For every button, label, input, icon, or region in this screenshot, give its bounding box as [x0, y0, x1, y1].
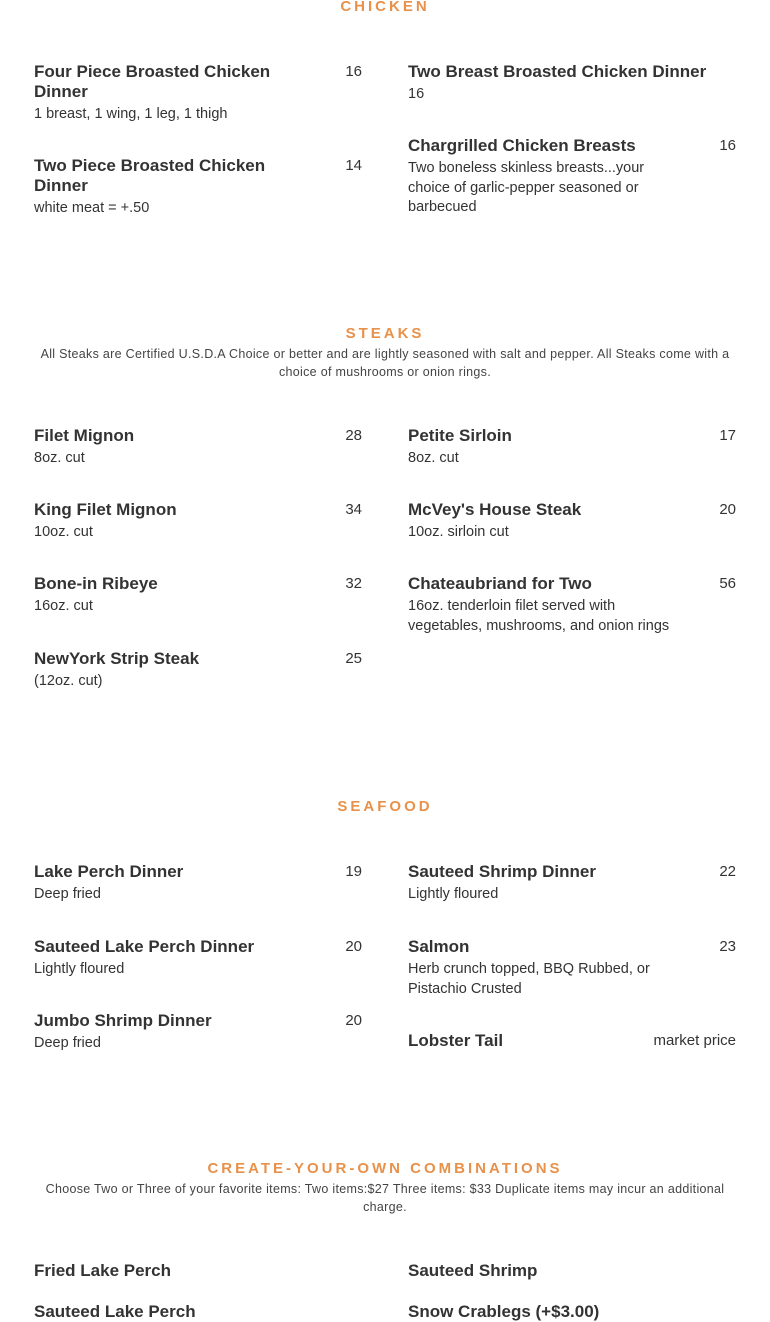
item-price: 16 [345, 63, 362, 80]
menu-item [408, 574, 736, 636]
item-name: Petite Sirloin [408, 426, 512, 445]
item-description: 8oz. cut [34, 450, 85, 466]
item-description: Lightly floured [408, 886, 499, 902]
item-name: Bone-in Ribeye [34, 574, 158, 593]
item-price: 28 [345, 427, 362, 444]
item-description: 16 [408, 86, 425, 102]
item-price: 20 [345, 1012, 362, 1029]
item-description: 16oz. cut [34, 598, 93, 614]
section-description: Choose Two or Three of your favorite items: Two items:$27 Three items: $33 Duplicate items may incur an additional charge. [45, 1182, 725, 1214]
item-description: Herb crunch topped, BBQ Rubbed, or Pistachio Crusted [408, 961, 650, 997]
menu-item [34, 500, 362, 543]
item-description: Deep fried [34, 886, 101, 902]
menu-item [34, 426, 362, 469]
item-name: Chateaubriand for Two [408, 574, 592, 593]
item-price: 56 [719, 575, 736, 592]
section-description: All Steaks are Certified U.S.D.A Choice or better and are lightly seasoned with salt and pepper. All Steaks come with a choice of mushrooms or onion rings. [40, 347, 730, 379]
item-price: 16 [719, 137, 736, 154]
item-name: Lake Perch Dinner [34, 862, 184, 881]
combo-item [34, 1261, 362, 1281]
menu-item [34, 156, 362, 219]
item-description: 10oz. sirloin cut [408, 524, 509, 540]
item-name: Four Piece Broasted Chicken Dinner [34, 62, 271, 101]
section-title: STEAKS [345, 325, 425, 342]
item-name: Sauteed Lake Perch [34, 1302, 196, 1321]
item-name: NewYork Strip Steak [34, 649, 200, 668]
menu-item [34, 937, 362, 980]
item-name: Sauteed Lake Perch Dinner [34, 937, 255, 956]
item-description: 16oz. tenderloin filet served with vegetables, mushrooms, and onion rings [408, 598, 670, 634]
section-title: CREATE-YOUR-OWN COMBINATIONS [207, 1160, 563, 1177]
item-name: Filet Mignon [34, 426, 135, 445]
menu-item [408, 426, 736, 469]
menu-item [34, 574, 362, 617]
combo-item [408, 1261, 736, 1281]
item-name: Fried Lake Perch [34, 1261, 172, 1280]
item-description: white meat = +.50 [34, 200, 150, 216]
item-name: Two Breast Broasted Chicken Dinner [408, 62, 707, 81]
combinations-section [0, 1160, 770, 1216]
item-description: 10oz. cut [34, 524, 93, 540]
item-description: 8oz. cut [408, 450, 459, 466]
item-description: Deep fried [34, 1035, 101, 1051]
item-name: Snow Crablegs (+$3.00) [408, 1302, 600, 1321]
item-name: McVey's House Steak [408, 500, 582, 519]
item-name: Jumbo Shrimp Dinner [34, 1011, 212, 1030]
menu-item [408, 1031, 736, 1054]
chicken-section [0, 0, 770, 16]
item-price: 25 [345, 650, 362, 667]
item-name: King Filet Mignon [34, 500, 177, 519]
combo-item [34, 1302, 362, 1322]
menu-item [34, 649, 362, 692]
item-price: 14 [345, 157, 362, 174]
item-price: market price [653, 1032, 736, 1049]
menu-item [408, 62, 736, 105]
menu-item [34, 1011, 362, 1054]
item-name: Lobster Tail [408, 1031, 504, 1050]
menu-item [408, 136, 736, 218]
menu-item [408, 500, 736, 543]
item-name: Sauteed Shrimp Dinner [408, 862, 596, 881]
item-description: 1 breast, 1 wing, 1 leg, 1 thigh [34, 106, 228, 122]
item-description: (12oz. cut) [34, 673, 103, 689]
menu-item [408, 937, 736, 999]
section-title: SEAFOOD [337, 798, 433, 815]
item-name: Sauteed Shrimp [408, 1261, 538, 1280]
item-description: Two boneless skinless breasts...your choice of garlic-pepper seasoned or barbecued [408, 160, 645, 215]
item-price: 22 [719, 863, 736, 880]
section-title: CHICKEN [340, 0, 430, 15]
menu-item [34, 862, 362, 905]
item-price: 20 [719, 501, 736, 518]
item-price: 19 [345, 863, 362, 880]
menu-item [34, 62, 362, 125]
item-name: Chargrilled Chicken Breasts [408, 136, 636, 155]
menu-item [408, 862, 736, 905]
item-price: 32 [345, 575, 362, 592]
item-price: 20 [345, 938, 362, 955]
item-price: 34 [345, 501, 362, 518]
item-name: Salmon [408, 937, 470, 956]
steaks-section [0, 325, 770, 381]
item-price: 23 [719, 938, 736, 955]
seafood-section [0, 798, 770, 816]
item-name: Two Piece Broasted Chicken Dinner [34, 156, 266, 195]
item-description: Lightly floured [34, 961, 125, 977]
item-price: 17 [719, 427, 736, 444]
combo-item [408, 1302, 736, 1322]
